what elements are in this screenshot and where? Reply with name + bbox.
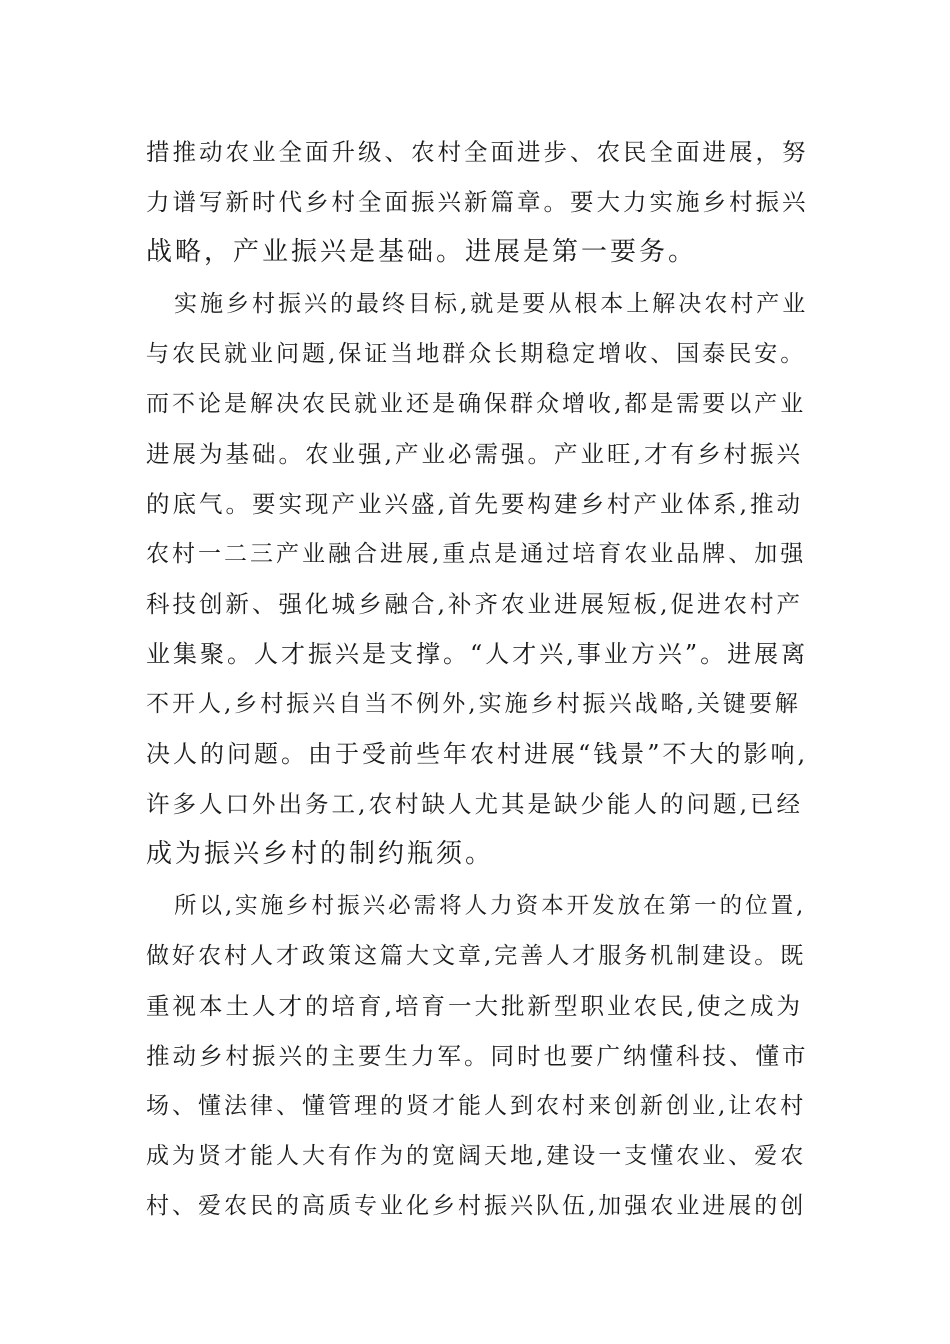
text-line: 推动乡村振兴的主要生力军。同时也要广纳懂科技、懂市 [146,1042,809,1070]
text-line: 成为贤才能人大有作为的宽阔天地,建设一支懂农业、爱农 [146,1143,807,1169]
text-line: 力谱写新时代乡村全面振兴新篇章。要大力实施乡村振兴 [146,188,809,216]
text-line: 而不论是解决农民就业还是确保群众增收,都是需要以产业 [146,391,807,417]
text-line: 业集聚。人才振兴是支撑。“人才兴,事业方兴”。进展离 [146,640,809,668]
text-line: 成为振兴乡村的制约瓶须。 [146,839,495,869]
text-line: 措推动农业全面升级、农村全面进步、农民全面进展，努 [146,138,809,166]
text-line: 村、爱农民的高质专业化乡村振兴队伍,加强农业进展的创 [146,1193,807,1219]
text-line: 的底气。要实现产业兴盛,首先要构建乡村产业体系,推动 [146,490,803,518]
paragraph-first-line: 实施乡村振兴的最终目标,就是要从根本上解决农村产业 [174,291,809,317]
text-line: 科技创新、强化城乡融合,补齐农业进展短板,促进农村产 [146,590,803,618]
text-line: 农村一二三产业融合进展,重点是通过培育农业品牌、加强 [146,541,807,567]
text-line: 与农民就业问题,保证当地群众长期稳定增收、国泰民安。 [146,341,807,367]
document-body [146,127,810,1231]
text-line: 决人的问题。由于受前些年农村进展“钱景”不大的影响, [146,740,809,768]
text-line: 不开人,乡村振兴自当不例外,实施乡村振兴战略,关键要解 [146,691,801,717]
text-line: 战略，产业振兴是基础。进展是第一要务。 [146,237,698,267]
text-line: 重视本土人才的培育,培育一大批新型职业农民,使之成为 [146,992,803,1020]
paragraph-first-line: 所以,实施乡村振兴必需将人力资本开发放在第一的位置, [174,893,807,919]
text-line: 场、懂法律、懂管理的贤才能人到农村来创新创业,让农村 [146,1093,807,1119]
text-line: 做好农村人才政策这篇大文章,完善人才服务机制建设。既 [146,943,807,969]
text-line: 进展为基础。农业强,产业必需强。产业旺,才有乡村振兴 [146,440,803,468]
text-line: 许多人口外出务工,农村缺人尤其是缺少能人的问题,已经 [146,790,803,818]
